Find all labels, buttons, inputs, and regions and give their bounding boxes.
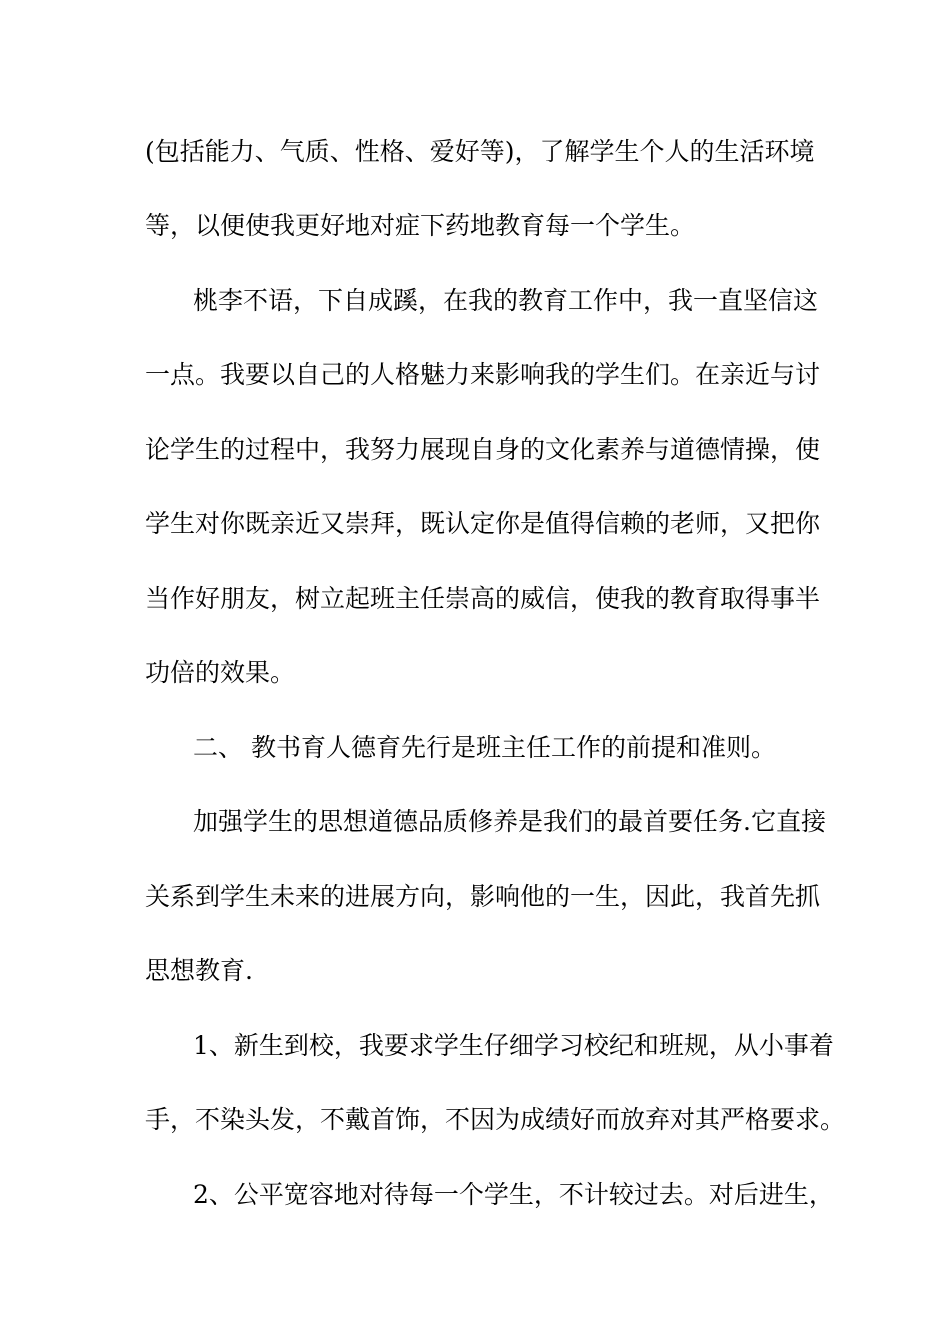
paragraph-line: 思想教育.: [145, 956, 253, 985]
paragraph-line: 加强学生的思想道德品质修养是我们的最首要任务.它直接: [193, 807, 826, 836]
paragraph-line: 关系到学生未来的进展方向，影响他的一生，因此，我首先抓: [145, 882, 821, 911]
list-item-line: 1、新生到校，我要求学生仔细学习校纪和班规，从小事着: [193, 1031, 834, 1060]
paragraph-line: (包括能力、气质、性格、爱好等)，了解学生个人的生活环境: [145, 137, 815, 166]
paragraph-line: 功倍的效果。: [145, 658, 296, 687]
paragraph-line: 桃李不语，下自成蹊，在我的教育工作中，我一直坚信这: [193, 286, 819, 315]
section-heading-number: 二、: [193, 733, 244, 762]
section-heading: [193, 731, 863, 765]
paragraph-line: 学生对你既亲近又崇拜，既认定你是值得信赖的老师，又把你: [145, 509, 821, 538]
paragraph-line: 论学生的过程中，我努力展现自身的文化素养与道德情操，使: [145, 435, 821, 464]
paragraph-line: 等，以便使我更好地对症下药地教育每一个学生。: [145, 211, 696, 240]
paragraph-line: 一点。我要以自己的人格魅力来影响我的学生们。在亲近与讨: [145, 360, 821, 389]
list-item-line: 手，不染头发，不戴首饰，不因为成绩好而放弃对其严格要求。: [145, 1105, 846, 1134]
list-item-line: 2、公平宽容地对待每一个学生，不计较过去。对后进生，: [193, 1180, 834, 1209]
paragraph-line: 当作好朋友，树立起班主任崇高的威信，使我的教育取得事半: [145, 584, 821, 613]
section-heading-text: 教书育人德育先行是班主任工作的前提和准则。: [251, 733, 777, 762]
